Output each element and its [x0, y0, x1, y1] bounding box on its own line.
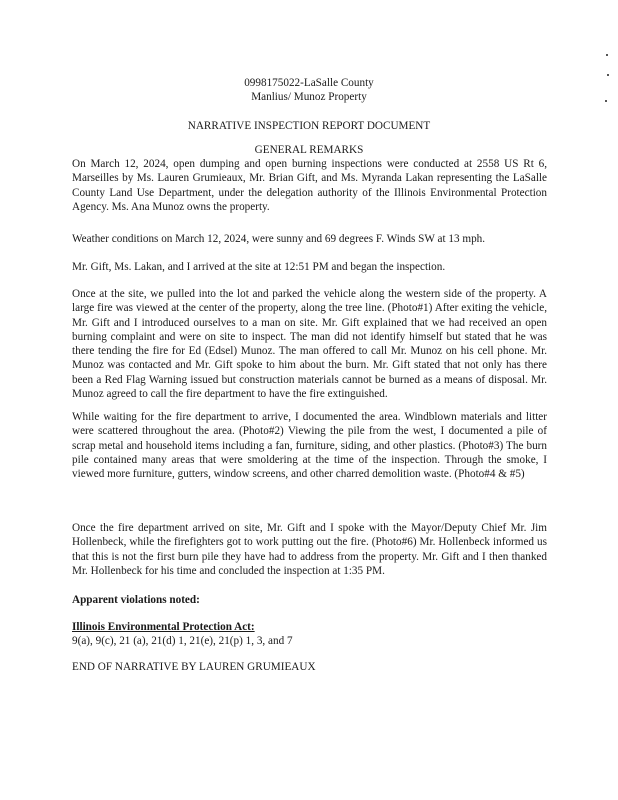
paragraph-fire-department: Once the fire department arrived on site, Mr. Gift and I spoke with the Mayor/Deputy Chief Mr. Jim Hollenbeck, while the firefighters got to work putting out the fire. (Photo#6) Mr. Hollenbeck informed us that this is not the first burn pile they have had to address from the property. Mr. Gift and I then thanked Mr. Hollenbeck for his time and concluded the inspection at 1:35 PM.	[72, 522, 547, 577]
violations-heading: Apparent violations noted:	[72, 594, 200, 606]
section-title: GENERAL REMARKS	[254, 144, 364, 156]
scan-speck	[606, 54, 608, 56]
document-title: NARRATIVE INSPECTION REPORT DOCUMENT	[187, 120, 431, 132]
act-title: Illinois Environmental Protection Act:	[72, 621, 255, 633]
case-id: 0998175022-LaSalle County	[244, 77, 374, 89]
paragraph-documentation: While waiting for the fire department to arrive, I documented the area. Windblown materials and litter were scattered throughout the area. (Photo#2) Viewing the pile from the west, I documented a pile of scrap metal and household items including a fan, furniture, siding, and other plastics. (Photo#3) The burn pile contained many areas that were smoldering at the time of the inspection. Through the smoke, I viewed more furniture, gutters, window screens, and other charred demolition waste. (Photo#4 & #5)	[72, 411, 547, 481]
scan-speck	[605, 100, 607, 102]
property-name: Manlius/ Munoz Property	[251, 91, 367, 103]
violation-sections: 9(a), 9(c), 21 (a), 21(d) 1, 21(e), 21(p) 1, 3, and 7	[72, 635, 293, 647]
scan-speck	[607, 74, 609, 76]
narrative-footer: END OF NARRATIVE BY LAUREN GRUMIEAUX	[72, 661, 316, 673]
paragraph-weather: Weather conditions on March 12, 2024, were sunny and 69 degrees F. Winds SW at 13 mph.	[72, 233, 486, 245]
paragraph-inspection-intro: On March 12, 2024, open dumping and open burning inspections were conducted at 2558 US Rt 6, Marseilles by Ms. Lauren Grumieaux, Mr. Brian Gift, and Ms. Myranda Lakan representing the LaSalle County Land Use Department, under the delegation authority of the Illinois Environmental Protection Agency. Ms. Ana Munoz owns the property.	[72, 158, 547, 213]
paragraph-site-observations: Once at the site, we pulled into the lot and parked the vehicle along the western side of the property. A large fire was viewed at the center of the property, along the tree line. (Photo#1) After exiting the vehicle, Mr. Gift and I introduced ourselves to a man on site. Mr. Gift explained that we had received an open burning complaint and were on site to inspect. The man did not identify himself but stated that he was there tending the fire for Ed (Edsel) Munoz. The man offered to call Mr. Munoz on his cell phone. Mr. Munoz was contacted and Mr. Gift spoke to him about the burn. Mr. Gift stated that not only has there been a Red Flag Warning issued but construction materials cannot be burned as a means of disposal. Mr. Munoz agreed to call the fire department to have the fire extinguished.	[72, 288, 547, 401]
paragraph-arrival: Mr. Gift, Ms. Lakan, and I arrived at the site at 12:51 PM and began the inspection.	[72, 261, 446, 273]
